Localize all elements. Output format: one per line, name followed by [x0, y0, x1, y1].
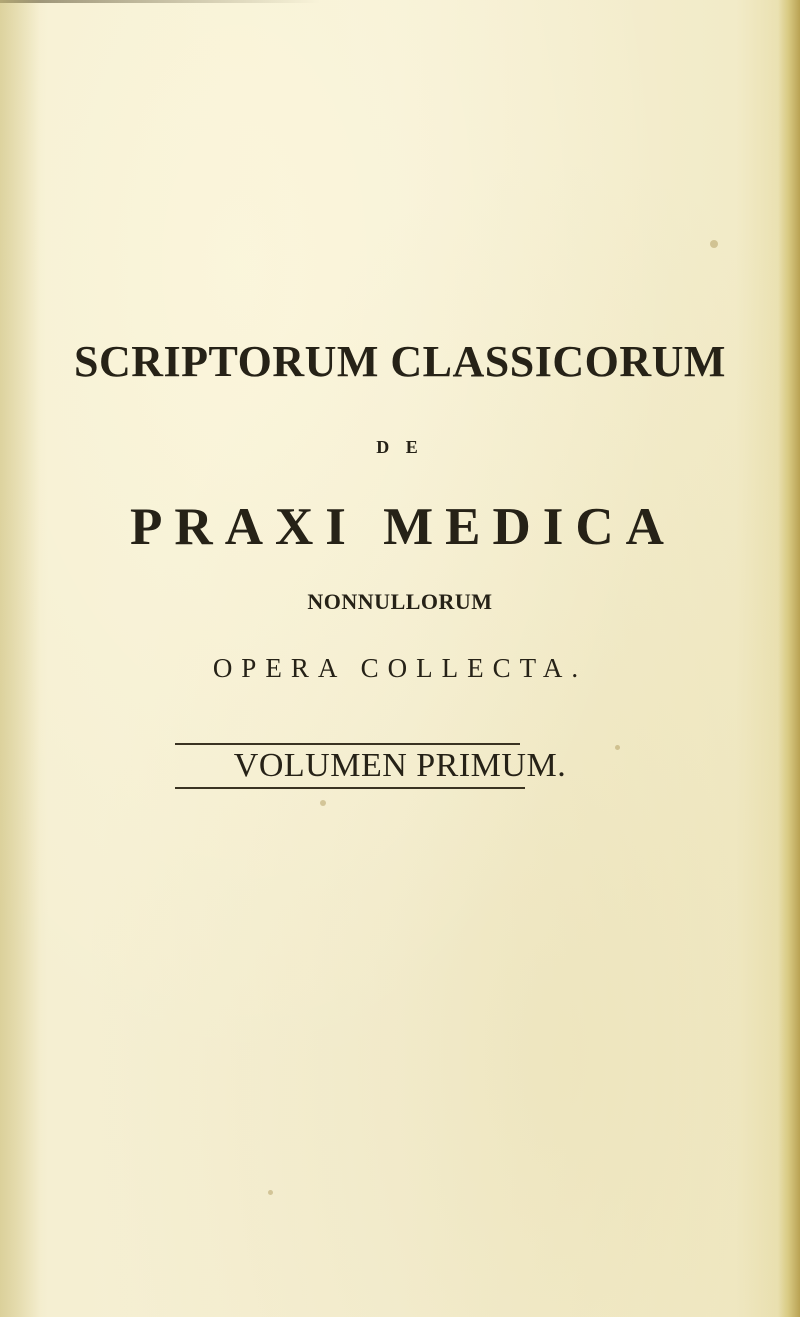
page-top-edge — [0, 0, 800, 3]
foxing-spot — [268, 1190, 273, 1195]
volume-label: VOLUMEN PRIMUM. — [233, 747, 567, 784]
title-line-nonnullorum: NONNULLORUM — [307, 589, 493, 614]
title-line-scriptorum-classicorum: SCRIPTORUM CLASSICORUM — [74, 337, 726, 386]
title-line-opera-collecta: OPERA COLLECTA. — [212, 653, 588, 683]
foxing-spot — [320, 800, 326, 806]
volume-rule-bottom — [175, 787, 525, 789]
foxing-spot — [710, 240, 718, 248]
title-line-de: D E — [376, 437, 424, 457]
title-line-praxi-medica: PRAXI MEDICA — [130, 498, 676, 556]
